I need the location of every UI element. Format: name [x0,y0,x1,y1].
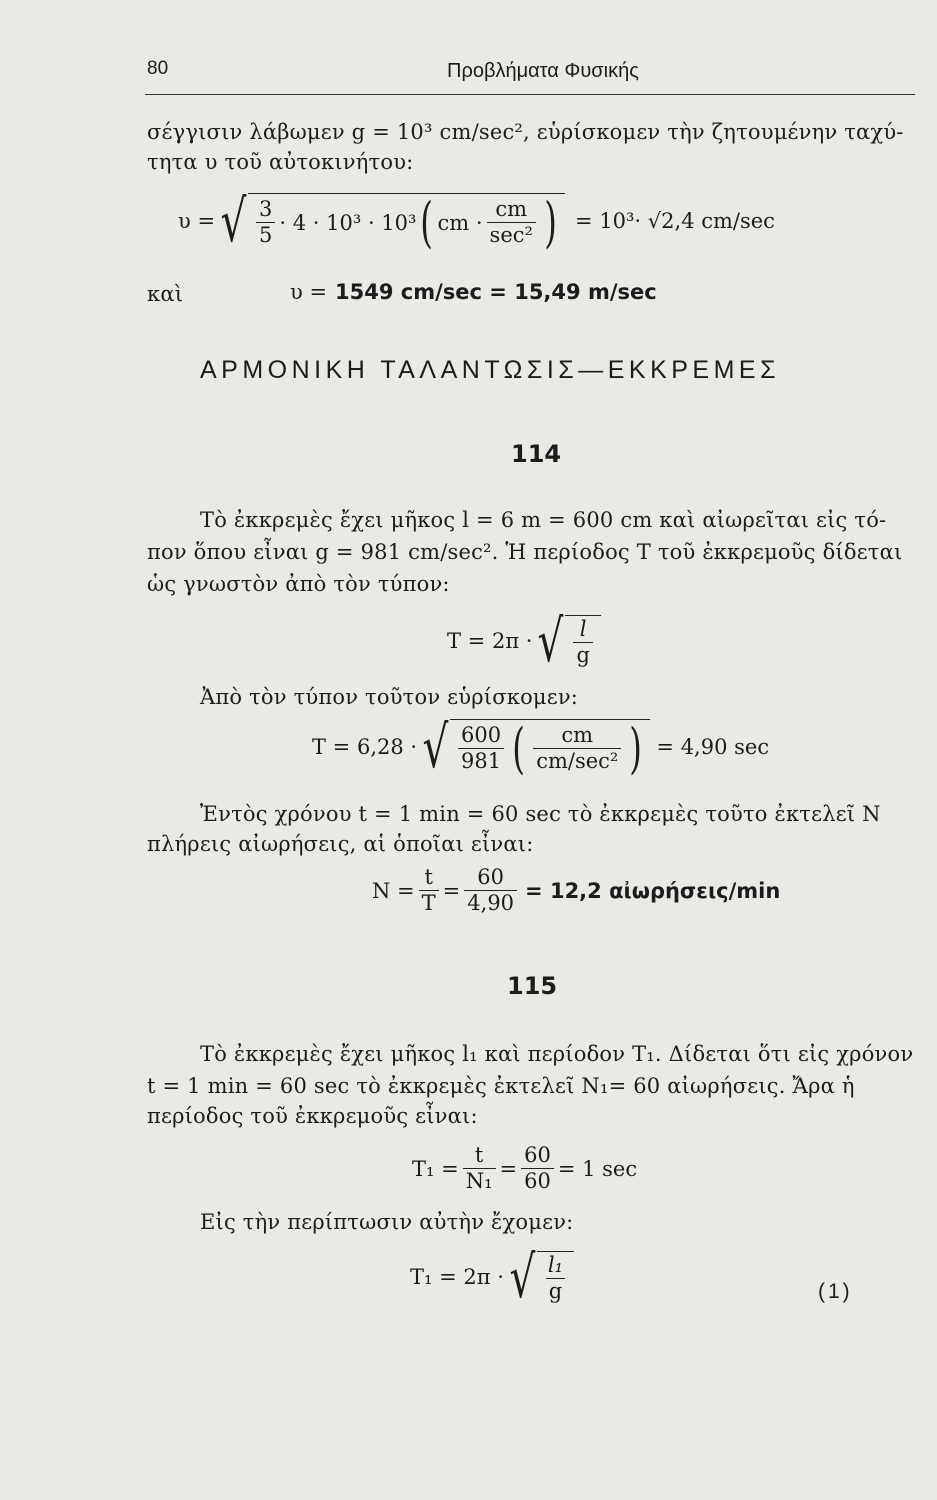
t1-frac1-den: N₁ [463,1168,496,1193]
p115-line-3: περίοδος τοῦ ἐκκρεμοῦς εἶναι: [147,1104,478,1128]
t1-frac1-num: t [474,1143,484,1167]
eq1-frac-den: 5 [256,222,275,247]
n-frac2-num: 60 [477,865,505,889]
n-frac2-den: 4,90 [464,890,517,915]
eq1-lhs: υ = [178,209,216,233]
period-formula [447,607,601,675]
n-lhs: N = [372,878,415,903]
eq1-factors: · 4 · 10³ · 10³ [279,210,417,235]
t1-fraction-1 [463,1144,496,1193]
velocity-result [290,280,657,304]
n-fraction-1 [419,866,439,915]
n-fraction-2 [464,866,517,915]
p115-line-1: Τὸ ἐκκρεμὲς ἔχει μῆκος l₁ καὶ περίοδον T₁. Δίδεται ὅτι εἰς χρόνον [200,1042,914,1066]
t1-fraction-2 [521,1144,554,1193]
eq1-unit-fraction [487,198,536,247]
period-calc-sqrt [417,713,650,781]
p114-line-5: Ἐντὸς χρόνου t = 1 min = 60 sec τὸ ἐκκρεμὲς τοῦτο ἐκτελεῖ N [200,802,881,826]
intro-line-1: σέγγισιν λάβωμεν g = 10³ cm/sec², εὑρίσκομεν τὴν ζητουμένην ταχύ- [147,120,904,144]
eq2-result: 1549 cm/sec = 15,49 m/sec [335,280,657,304]
radical-sign: √ [220,187,247,255]
radical-sign: √ [422,713,449,781]
problem-number-115: 115 [507,972,558,1000]
p115-line-4: Εἰς τὴν περίπτωσιν αὐτὴν ἔχομεν: [200,1210,574,1234]
period-calc-unit-den: cm/sec² [533,748,621,773]
eq1-rhs: = 10³· √2,4 cm/sec [575,209,775,233]
oscillations-equation [372,866,780,915]
period-calc-fraction [458,724,504,773]
period-calc-lhs: T = 6,28 · [312,735,418,759]
t1-frac2-num: 60 [524,1143,551,1167]
period-formula-den: g [573,642,592,667]
t1-frac2-den: 60 [521,1168,554,1193]
eq2-lhs: υ = [290,280,328,304]
eq1-frac-num: 3 [259,196,273,221]
period-calc-rhs: = 4,90 sec [656,735,770,759]
period-calc-unit-num: cm [561,722,594,747]
period-formula-sqrt [532,607,600,675]
period-calc-den: 981 [458,748,504,773]
equation-label-1: (1) [818,1280,853,1303]
period-calc-num: 600 [461,722,502,747]
t1-formula-lhs: T₁ = 2π · [410,1265,504,1289]
p114-line-4: Ἀπὸ τὸν τύπον τοῦτον εὑρίσκομεν: [200,685,579,709]
period-formula-lhs: T = 2π · [447,629,533,653]
eq1-unit-num: cm [495,196,528,221]
period-formula-fraction [573,618,592,667]
section-title: ΑΡΜΟΝΙΚΗ ΤΑΛΑΝΤΩΣΙΣ—ΕΚΚΡΕΜΕΣ [200,356,781,384]
t1-formula-num: l₁ [547,1252,563,1277]
n-frac1-den: T [419,890,439,915]
t1-formula-fraction [545,1254,566,1303]
header-rule [145,94,915,95]
p114-line-2: πον ὅπου εἶναι g = 981 cm/sec². Ἡ περίοδος T τοῦ ἐκκρεμοῦς δίδεται [147,540,903,564]
open-paren: ( [512,716,525,780]
p114-line-3: ὡς γνωστὸν ἀπὸ τὸν τύπον: [147,572,450,596]
n-result: = 12,2 αἰωρήσεις/min [525,878,781,903]
p114-line-6: πλήρεις αἰωρήσεις, αἱ ὁποῖαι εἶναι: [147,832,534,856]
page-number: 80 [147,58,169,79]
eq1-unit-den: sec² [487,222,536,247]
t1-eq: = [499,1156,518,1181]
problem-number-114: 114 [511,440,562,468]
period-t1-equation [412,1144,637,1193]
eq1-unit-cm: cm · [437,210,483,235]
t1-formula-sqrt [504,1243,574,1311]
period-t1-formula [410,1243,574,1311]
eq1-sqrt [215,187,565,255]
running-header-title: Προβλήματα Φυσικής [447,60,639,82]
eq2-prefix: καὶ [147,282,184,306]
t1-lhs: T₁ = [412,1156,459,1181]
close-paren: ) [544,190,557,254]
open-paren: ( [420,190,434,254]
close-paren: ) [629,716,643,780]
p114-line-1: Τὸ ἐκκρεμὲς ἔχει μῆκος l = 6 m = 600 cm καὶ αἰωρεῖται εἰς τό- [200,508,887,532]
radical-sign: √ [509,1243,536,1311]
period-formula-num: l [579,616,587,641]
t1-result: = 1 sec [557,1156,638,1181]
period-calc-unit-fraction [533,724,621,773]
n-frac1-num: t [424,865,433,889]
period-calculation [312,713,770,781]
radical-sign: √ [538,607,564,675]
eq1-fraction [256,198,275,247]
p115-line-2: t = 1 min = 60 sec τὸ ἐκκρεμὲς ἐκτελεῖ N₁= 60 αἰωρήσεις. Ἄρα ἡ [147,1074,855,1098]
intro-line-2: τητα υ τοῦ αὐτοκινήτου: [147,150,414,174]
n-eq: = [442,878,461,903]
velocity-equation [178,187,775,255]
t1-formula-den: g [546,1278,565,1303]
